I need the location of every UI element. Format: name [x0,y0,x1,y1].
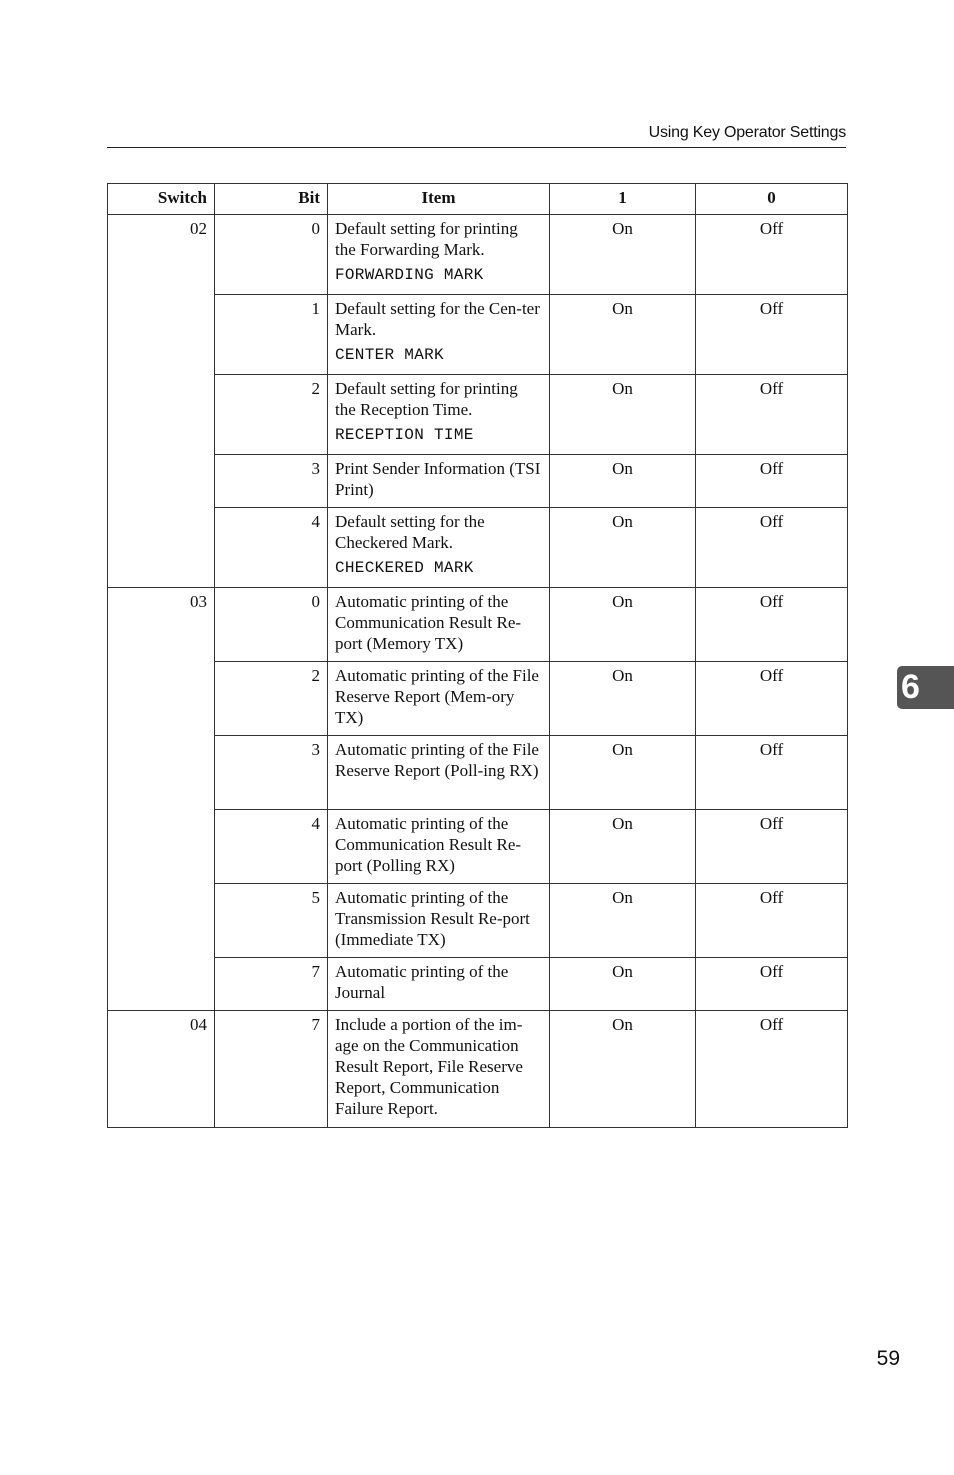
switch-cell: 03 [108,588,215,1011]
value-1-cell: On [550,375,696,455]
table-row [108,736,848,810]
item-cell [328,508,550,588]
item-cell [328,295,550,375]
switch-cell: 04 [108,1011,215,1128]
value-1-cell: On [550,736,696,810]
item-cell: Automatic printing of the Journal [328,958,550,1011]
value-1-cell: On [550,1011,696,1128]
bit-cell: 3 [215,736,328,810]
item-description: Default setting for printing the Forwarding Mark. [335,219,518,259]
item-description: Default setting for the Checkered Mark. [335,512,485,552]
switch-settings-table [107,183,848,1128]
bit-cell: 2 [215,375,328,455]
value-0-cell: Off [696,375,848,455]
value-1-cell: On [550,295,696,375]
column-header-item: Item [328,184,550,215]
column-header-0: 0 [696,184,848,215]
value-1-cell: On [550,884,696,958]
table-row [108,508,848,588]
value-0-cell: Off [696,295,848,375]
item-key-label: CHECKERED MARK [335,559,474,577]
bit-cell: 7 [215,958,328,1011]
value-0-cell: Off [696,588,848,662]
table-row [108,662,848,736]
column-header-switch: Switch [108,184,215,215]
item-cell: Include a portion of the im-age on the Communication Result Report, File Reserve Report, Communication Failure Report. [328,1011,550,1128]
value-0-cell: Off [696,662,848,736]
bit-cell: 4 [215,508,328,588]
bit-cell: 2 [215,662,328,736]
value-0-cell: Off [696,958,848,1011]
table-row [108,958,848,1011]
item-description: Default setting for the Cen-ter Mark. [335,299,540,339]
item-key-label: RECEPTION TIME [335,426,474,444]
table-row [108,455,848,508]
item-cell: Automatic printing of the File Reserve Report (Mem-ory TX) [328,662,550,736]
table-row [108,375,848,455]
item-cell [328,215,550,295]
bit-cell: 0 [215,215,328,295]
value-0-cell: Off [696,1011,848,1128]
value-1-cell: On [550,455,696,508]
table-row [108,588,848,662]
item-cell: Automatic printing of the Communication Result Re-port (Polling RX) [328,810,550,884]
item-key-label: FORWARDING MARK [335,266,484,284]
item-cell [328,455,550,508]
table-row [108,1011,848,1128]
value-1-cell: On [550,508,696,588]
value-1-cell: On [550,958,696,1011]
switch-cell: 02 [108,215,215,588]
item-key-label: CENTER MARK [335,346,444,364]
item-cell [328,375,550,455]
value-1-cell: On [550,662,696,736]
running-head [107,122,846,148]
value-1-cell: On [550,588,696,662]
table-row [108,810,848,884]
value-0-cell: Off [696,215,848,295]
item-cell: Automatic printing of the Communication Result Re-port (Memory TX) [328,588,550,662]
bit-cell: 5 [215,884,328,958]
value-1-cell: On [550,215,696,295]
chapter-tab [897,666,954,709]
item-cell: Automatic printing of the File Reserve Report (Poll-ing RX) [328,736,550,810]
bit-cell: 7 [215,1011,328,1128]
item-description: Default setting for printing the Reception Time. [335,379,518,419]
value-0-cell: Off [696,508,848,588]
table-row [108,884,848,958]
bit-cell: 0 [215,588,328,662]
table-row [108,215,848,295]
page-number: 59 [876,1347,900,1370]
running-head-title: Using Key Operator Settings [648,124,846,141]
item-description: Print Sender Information (TSI Print) [335,459,541,499]
column-header-1: 1 [550,184,696,215]
table-row [108,295,848,375]
value-0-cell: Off [696,884,848,958]
bit-cell: 1 [215,295,328,375]
value-0-cell: Off [696,736,848,810]
column-header-bit: Bit [215,184,328,215]
value-0-cell: Off [696,810,848,884]
table-header-row [108,184,848,215]
item-cell: Automatic printing of the Transmission Result Re-port (Immediate TX) [328,884,550,958]
table-body [108,215,848,1128]
value-1-cell: On [550,810,696,884]
value-0-cell: Off [696,455,848,508]
bit-cell: 4 [215,810,328,884]
bit-cell: 3 [215,455,328,508]
chapter-number: 6 [901,668,920,706]
